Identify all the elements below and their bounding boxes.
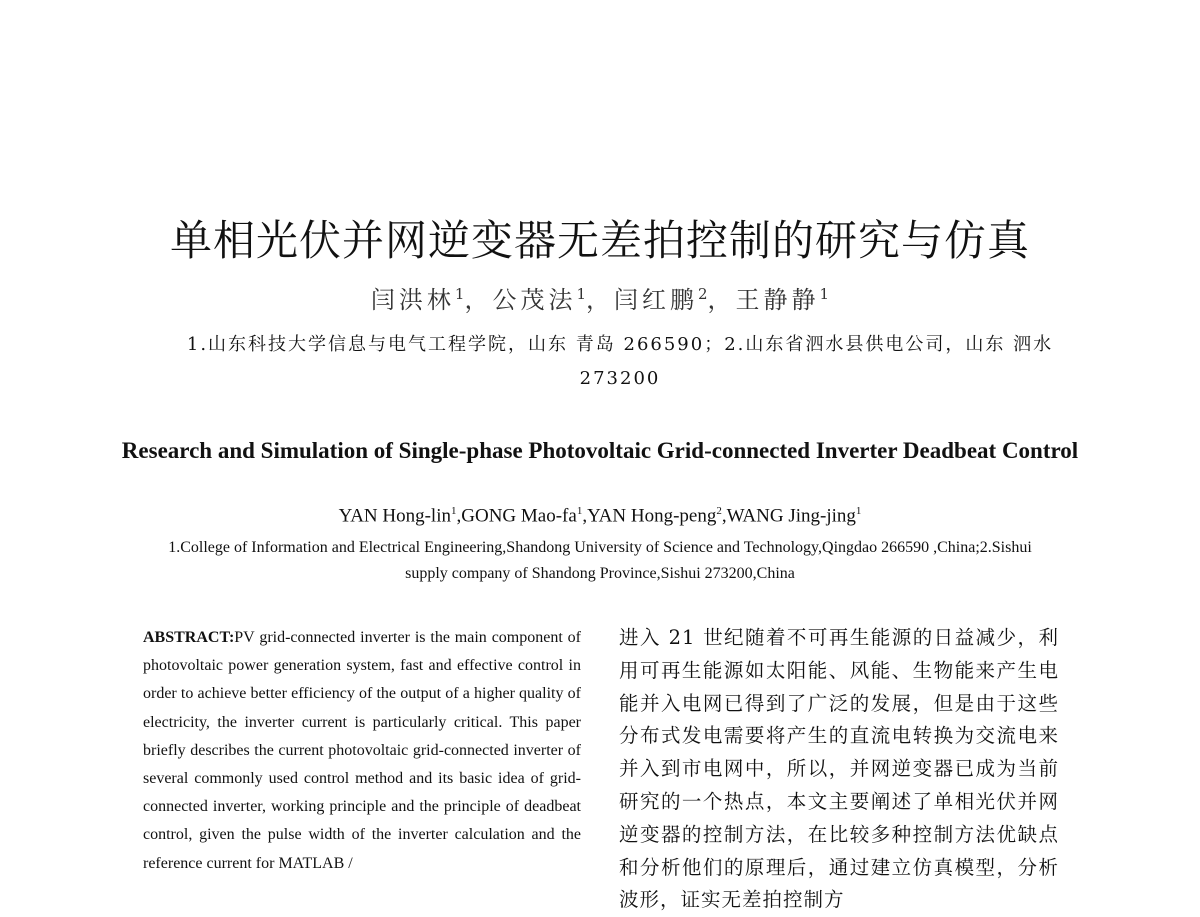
authors-english: YAN Hong-lin$^1$,GONG Mao-$fa^1,YAN$ Hong-peng$^2$,WANG Jing-jing$^1$ <box>338 505 862 527</box>
affiliation-english: 1.College of Information and Electrical Engineering,Shandong University of Science and Technology,Qingdao 266590 ,China;2.Sishui supply company of Shandong Province,Sishui 273200,China <box>168 539 1032 582</box>
author-en-4-sup: 1 <box>855 505 862 517</box>
author-cn-1: 闫洪林 <box>370 286 455 314</box>
author-cn-2: 公茂法 <box>492 286 577 314</box>
author-cn-4: 王静静 <box>735 286 820 314</box>
author-cn-4-sup: 1 <box>819 285 830 303</box>
abstract-block <box>143 624 581 878</box>
author-cn-3: 闫红鹏 <box>614 286 698 314</box>
author-en-1: YAN Hong-lin <box>338 505 451 527</box>
author-en-2: GONG Mao-fa <box>461 505 577 527</box>
author-en-3: YAN Hong-peng <box>587 505 717 527</box>
author-en-3-sup: 2 <box>716 505 722 517</box>
author-cn-1-sup: 1 <box>454 285 465 303</box>
introduction-chinese: 进入 21 世纪随着不可再生能源的日益减少，利用可再生能源如太阳能、风能、生物能来产生电能并入电网已得到了广泛的发展，但是由于这些分布式发电需要将产生的直流电转换为交流电来并入到市电网中，所以，并网逆变器已成为当前研究的一个热点，本文主要阐述了单相光伏并网逆变器的控制方法，在比较多种控制方法优缺点和分析他们的原理后，通过建立仿真模型，分析波形，证实无差拍控制方 <box>619 626 1059 912</box>
authors-chinese: 闫洪林$^1$，公茂法$^1$，闫红鹏$^2$，王静静$^1$ <box>370 285 830 314</box>
title-english: Research and Simulation of Single-phase Photovoltaic Grid-connected Inverter Deadbeat Control <box>121 438 1079 463</box>
author-cn-2-sup: 1 <box>576 285 586 303</box>
affiliation-chinese: 1.山东科技大学信息与电气工程学院，山东 青岛 266590；2.山东省泗水县供电公司，山东 泗水 273200 <box>186 334 1054 389</box>
author-cn-3-sup: 2 <box>698 285 708 303</box>
abstract-label: ABSTRACT: <box>143 629 235 646</box>
abstract-text: PV grid-connected inverter is the main component of photovoltaic power generation system, fast and effective control in order to achieve better efficiency of the output of a higher quality of electricity, the inverter current is particularly critical. This paper briefly describes the current photovoltaic grid-connected inverter of several commonly used control method and its basic idea of grid-connected inverter, working principle and the principle of deadbeat control, given the pulse width of the inverter calculation and the reference current for MATLAB / <box>143 629 581 872</box>
author-en-1-sup: 1 <box>451 505 457 517</box>
author-en-4: WANG Jing-jing <box>726 505 856 527</box>
author-en-2-sup: 1 <box>576 505 583 517</box>
title-chinese: 单相光伏并网逆变器无差拍控制的研究与仿真 <box>169 216 1030 265</box>
